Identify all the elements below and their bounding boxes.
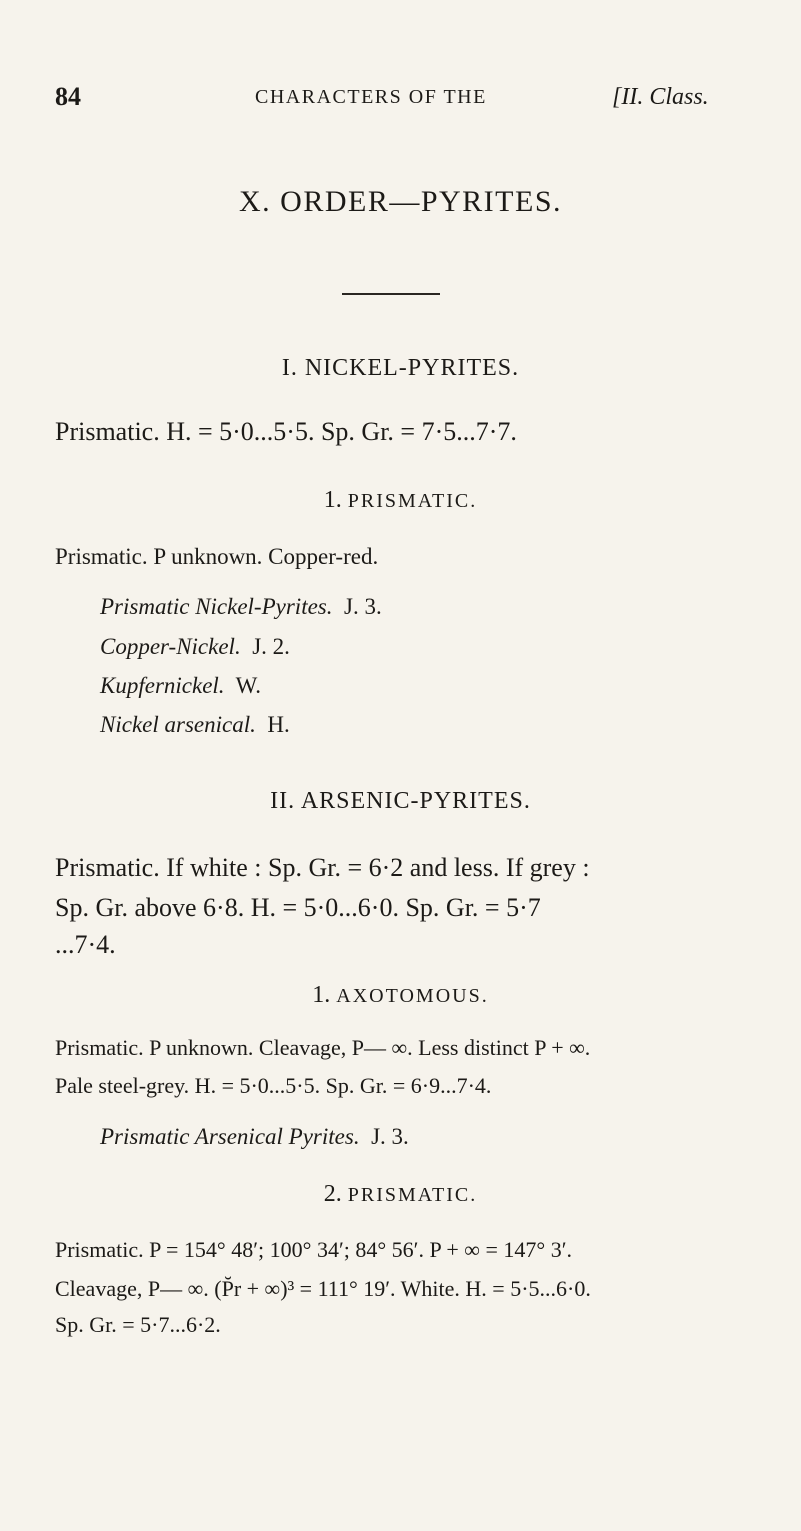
species-description-line: Sp. Gr. = 5·7...6·2. [55, 1312, 221, 1337]
genus-characters-line: ...7·4. [55, 930, 116, 959]
species-description: Prismatic. P unknown. Copper-red. [55, 544, 379, 569]
genus-characters-line: Prismatic. If white : Sp. Gr. = 6·2 and less. If grey : [55, 853, 590, 882]
genus-characters-line: Sp. Gr. above 6·8. H. = 5·0...6·0. Sp. Gr. = 5·7 [55, 893, 541, 922]
order-title: X. ORDER—PYRITES. [238, 185, 563, 218]
synonym-entry [100, 634, 290, 660]
species-description-line: Pale steel-grey. H. = 5·0...5·5. Sp. Gr. = 6·9...7·4. [55, 1073, 492, 1098]
species-name: PRISMATIC. [347, 1184, 478, 1206]
synonym-name: Kupfernickel. [100, 673, 225, 698]
running-class: [II. Class. [612, 84, 709, 110]
synonym-entry [100, 1124, 409, 1150]
species-description-line: Prismatic. P = 154° 48′; 100° 34′; 84° 56′. P + ∞ = 147° 3′. [55, 1237, 573, 1262]
species-name: AXOTOMOUS. [336, 985, 489, 1007]
species-heading-prismatic-arsenic [0, 1181, 801, 1208]
synonym-ref: H. [267, 712, 290, 737]
species-number: 2. [323, 1181, 342, 1207]
genus-characters-nickel-pyrites: Prismatic. H. = 5·0...5·5. Sp. Gr. = 7·5...7·7. [55, 417, 517, 446]
species-number: 1. [323, 487, 342, 513]
species-name: PRISMATIC. [347, 490, 478, 512]
synonym-name: Copper-Nickel. [100, 634, 241, 659]
genus-title-nickel-pyrites: I. NICKEL-PYRITES. [281, 355, 520, 381]
synonym-name: Prismatic Arsenical Pyrites. [100, 1124, 360, 1149]
synonym-entry [100, 594, 382, 620]
page-number: 84 [55, 82, 81, 111]
species-number: 1. [312, 982, 331, 1008]
page-header [0, 82, 801, 114]
species-description-line: Cleavage, P— ∞. (P̆r + ∞)³ = 111° 19′. White. H. = 5·5...6·0. [55, 1276, 591, 1301]
synonym-name: Prismatic Nickel-Pyrites. [100, 594, 333, 619]
species-heading-axotomous [0, 982, 801, 1009]
synonym-name: Nickel arsenical. [100, 712, 256, 737]
section-divider [342, 293, 440, 295]
running-title: CHARACTERS OF THE [255, 86, 487, 108]
synonym-ref: J. 3. [371, 1124, 409, 1149]
synonym-entry [100, 673, 261, 699]
synonym-ref: W. [235, 673, 261, 698]
synonym-ref: J. 3. [344, 594, 382, 619]
synonym-entry [100, 712, 290, 738]
species-description-line: Prismatic. P unknown. Cleavage, P— ∞. Less distinct P + ∞. [55, 1035, 591, 1060]
genus-title-arsenic-pyrites: II. ARSENIC-PYRITES. [270, 788, 531, 814]
synonym-ref: J. 2. [252, 634, 290, 659]
species-heading-prismatic-nickel [0, 487, 801, 514]
